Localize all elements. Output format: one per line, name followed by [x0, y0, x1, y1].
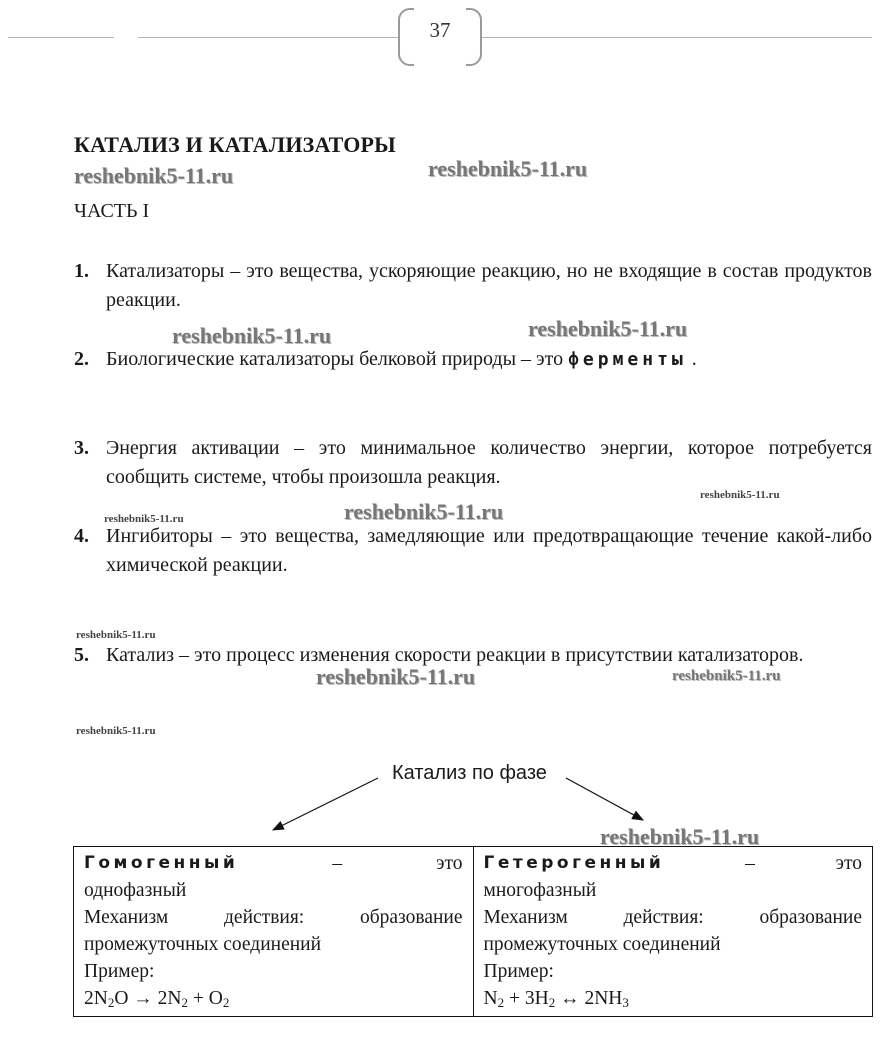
arrow-left	[273, 778, 378, 830]
watermark: reshebnik5-11.ru	[600, 824, 760, 849]
item-text: Ингибиторы – это вещества, замедляющие или предотвращающие течение какой-либо химической реакции.	[106, 525, 872, 576]
watermark: reshebnik5-11.ru	[316, 664, 476, 689]
item-number: 1.	[74, 260, 89, 282]
definition: однофазный	[84, 880, 187, 901]
item-number: 5.	[74, 644, 89, 666]
watermark: reshebnik5-11.ru	[428, 156, 588, 181]
answer-word: ферменты	[568, 349, 687, 370]
item-number: 3.	[74, 437, 89, 459]
example-equation: $N_2 + 3H_2$ ↔ $2NH_3$	[483, 988, 629, 1010]
homogeneous-cell: Гомогенный – это однофазный Механизм действия: образование промежуточных соединений Пример: $2N_2O \to 2N_2 + O_2$	[74, 847, 474, 1017]
item-text: Катализ – это процесс изменения скорости реакции в присутствии катализаторов.	[106, 644, 804, 666]
term-homogeneous: Гомогенный	[84, 853, 239, 873]
part-heading: ЧАСТЬ I	[74, 200, 150, 222]
watermark: reshebnik5-11.ru	[76, 629, 156, 641]
watermark: reshebnik5-11.ru	[344, 499, 504, 524]
mechanism: Механизм действия: образование промежуточных соединений	[483, 907, 862, 955]
example-label: Пример:	[84, 961, 155, 982]
catalysis-table	[73, 846, 873, 1017]
example-label: Пример:	[483, 961, 554, 982]
arrow-right	[566, 778, 643, 820]
page-number: 37	[429, 18, 451, 42]
term-heterogeneous: Гетерогенный	[483, 853, 665, 873]
watermark: reshebnik5-11.ru	[104, 513, 184, 525]
mechanism: Механизм действия: образование промежуточных соединений	[84, 907, 463, 955]
definition: многофазный	[483, 880, 597, 901]
watermark: reshebnik5-11.ru	[172, 323, 332, 348]
page-title: КАТАЛИЗ И КАТАЛИЗАТОРЫ	[74, 132, 396, 157]
example-equation: $2N_2O \to 2N_2 + O_2$	[84, 988, 230, 1010]
item-text: Энергия активации – это минимальное количество энергии, которое потребуется сообщить системе, чтобы произошла реакция.	[106, 437, 872, 488]
item-number: 2.	[74, 348, 89, 370]
watermark: reshebnik5-11.ru	[700, 489, 780, 501]
watermark: reshebnik5-11.ru	[74, 163, 234, 188]
diagram-title: Катализ по фазе	[392, 762, 547, 784]
watermark: reshebnik5-11.ru	[528, 316, 688, 341]
item-text: Биологические катализаторы белковой природы – это ферменты .	[106, 348, 697, 370]
watermark: reshebnik5-11.ru	[76, 725, 156, 737]
item-text: Катализаторы – это вещества, ускоряющие реакцию, но не входящие в состав продуктов реакции.	[106, 260, 872, 311]
heterogeneous-cell: Гетерогенный – это многофазный Механизм действия: образование промежуточных соединений Пример: $N_2 + 3H_2$ ↔ $2NH_3$	[473, 847, 873, 1017]
watermark: reshebnik5-11.ru	[672, 668, 781, 684]
item-number: 4.	[74, 525, 89, 547]
